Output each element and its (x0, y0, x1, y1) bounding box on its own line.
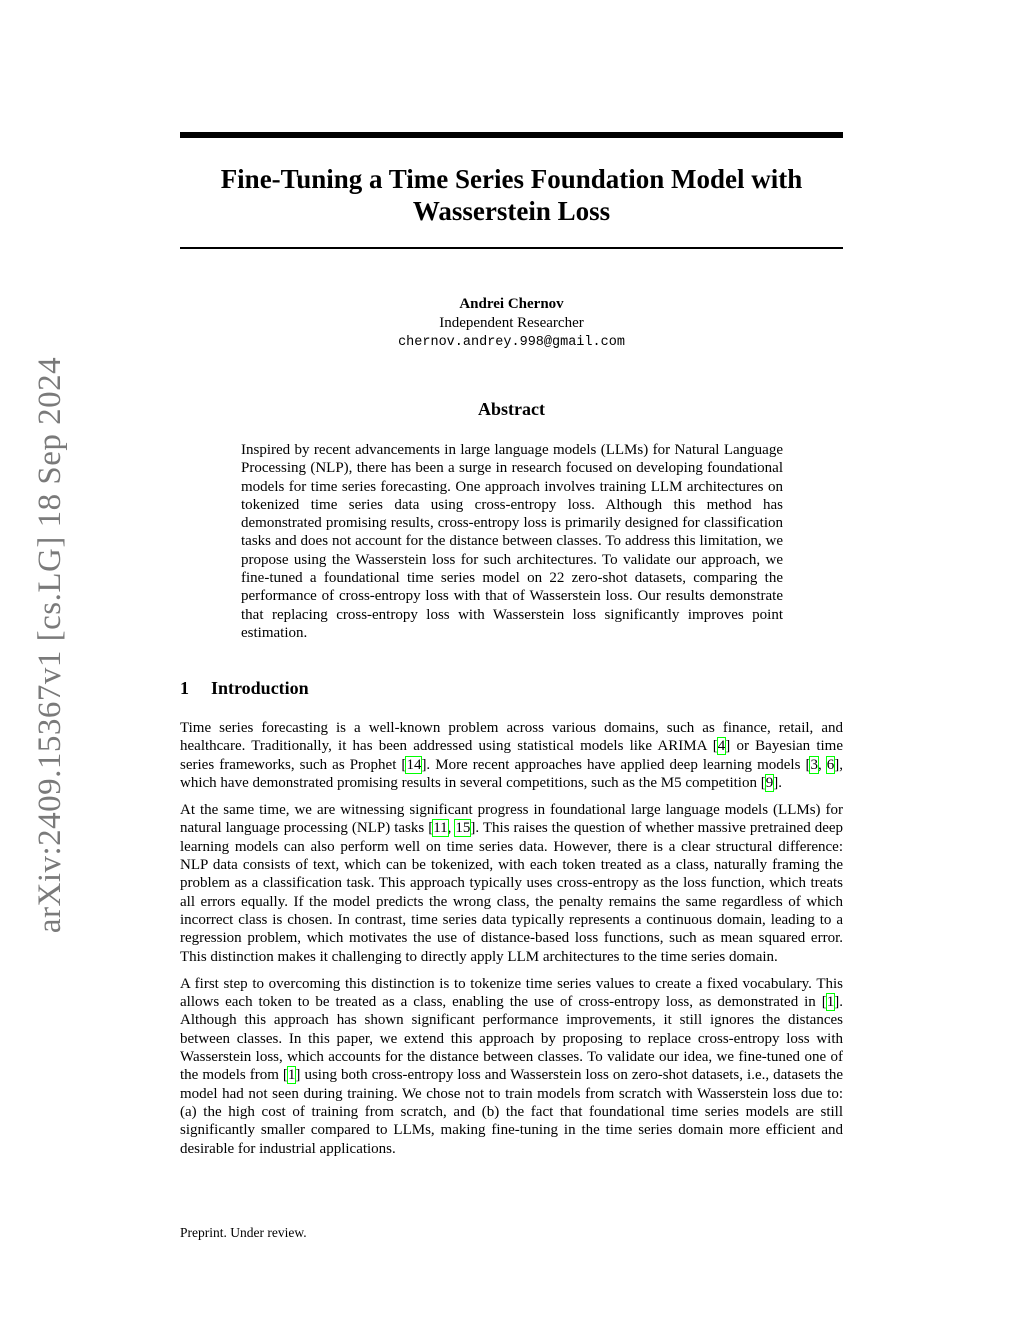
paragraph-text: At the same time, we are witnessing significant progress in foundational large language models (LLMs) for natural language processing (NLP) tasks [ (180, 802, 843, 837)
author-affiliation: Independent Researcher (439, 315, 584, 331)
citation-link[interactable]: 3 (810, 756, 818, 773)
citation-link[interactable]: 1 (287, 1067, 296, 1084)
author-email[interactable]: chernov.andrey.998@gmail.com (398, 335, 625, 350)
abstract-text: Inspired by recent advancements in large language models (LLMs) for Natural Language Processing (NLP), there has been a surge in research focused on developing foundational models for time series forecasting. One approach involves training LLM architectures on tokenized time series data using cross-entropy loss. Although this method has demonstrated promising results, cross-entropy loss is primarily designed for classification tasks and does not account for the distance between classes. To address this limitation, we propose using the Wasserstein loss for such architectures. To validate our approach, we fine-tuned a foundational time series model on 22 zero-shot datasets, comparing the performance of cross-entropy loss with that of Wasserstein loss. Our results demonstrate that replacing cross-entropy loss with Wasserstein loss significantly improves point estimation. (241, 442, 783, 641)
citation-link[interactable]: 14 (406, 756, 422, 773)
paragraph (180, 719, 843, 792)
citation-link[interactable]: 6 (826, 756, 835, 773)
citation-link[interactable]: 11 (433, 820, 448, 837)
paragraph-text: Time series forecasting is a well-known problem across various domains, such as finance, retail, and healthcare. Traditionally, it has been addressed using statistical models like ARIMA [ (180, 720, 843, 755)
paragraph-text: ], which have demonstrated promising results in several competitions, such as the M5 competition [ (180, 756, 843, 791)
paragraph-text: ]. Although this approach has shown significant performance improvements, it still ignores the distances between classes. In this paper, we extend this approach by proposing to replace cross-entropy loss with Wasserstein loss, which accounts for the distance between classes. To validate our idea, we fine-tuned one of the models from [ (180, 994, 843, 1084)
paragraph-text: A first step to overcoming this distinction is to tokenize time series values to create a fixed vocabulary. This allows each token to be treated as a class, enabling the use of cross-entropy loss, as demonstrated in [ (180, 975, 843, 1011)
paper-title: Fine-Tuning a Time Series Foundation Model with Wasserstein Loss (220, 164, 803, 226)
citation-link[interactable]: 1 (826, 994, 835, 1011)
paragraph (180, 975, 843, 1158)
arxiv-identifier[interactable]: arXiv:2409.15367v1 [cs.LG] 18 Sep 2024 (32, 356, 68, 934)
title-bottom-rule (180, 247, 843, 249)
citation-link[interactable]: 4 (717, 738, 726, 755)
paragraph-text: ]. More recent approaches have applied deep learning models [ (421, 756, 811, 773)
introduction-body (180, 719, 843, 1167)
section-heading-introduction (180, 677, 843, 699)
footer-note: Preprint. Under review. (180, 1225, 307, 1240)
author-name: Andrei Chernov (459, 296, 564, 312)
paragraph-text: , (817, 756, 827, 773)
paragraph-text: , (447, 820, 456, 837)
section-title: Introduction (211, 678, 309, 698)
title-top-rule (180, 132, 843, 138)
author-block (180, 295, 843, 352)
abstract-heading: Abstract (478, 399, 545, 419)
citation-link[interactable]: 15 (455, 820, 471, 837)
paragraph-text: ]. (773, 774, 782, 791)
paragraph (180, 801, 843, 966)
paragraph-text: ] using both cross-entropy loss and Wasserstein loss on zero-shot datasets, i.e., datasets the model had not seen during training. We chose not to train models from scratch with Wasserstein loss due to: (a) the high cost of training from scratch, and (b) the fact that foundational time series models are still significantly smaller compared to LLMs, making fine-tuning in the time series domain more efficient and desirable for industrial applications. (180, 1067, 843, 1157)
section-number: 1 (180, 678, 189, 698)
paragraph-text: ]. This raises the question of whether massive pretrained deep learning models can also perform well on time series data. However, there is a clear structural difference: NLP data consists of text, which can be tokenized, with each token treated as a class, naturally framing the problem as a classification task. This approach typically uses cross-entropy as the loss function, which treats all errors equally. If the model predicts the wrong class, the penalty remains the same regardless of which incorrect class is chosen. In contrast, time series data typically represents a continuous domain, leading to a regression problem, which motivates the use of distance-based loss functions, such as mean squared error. This distinction makes it challenging to directly apply LLM architectures to the time series domain. (180, 820, 844, 965)
paragraph-text: ] or Bayesian time series frameworks, such as Prophet [ (180, 738, 843, 773)
citation-link[interactable]: 9 (765, 774, 774, 791)
